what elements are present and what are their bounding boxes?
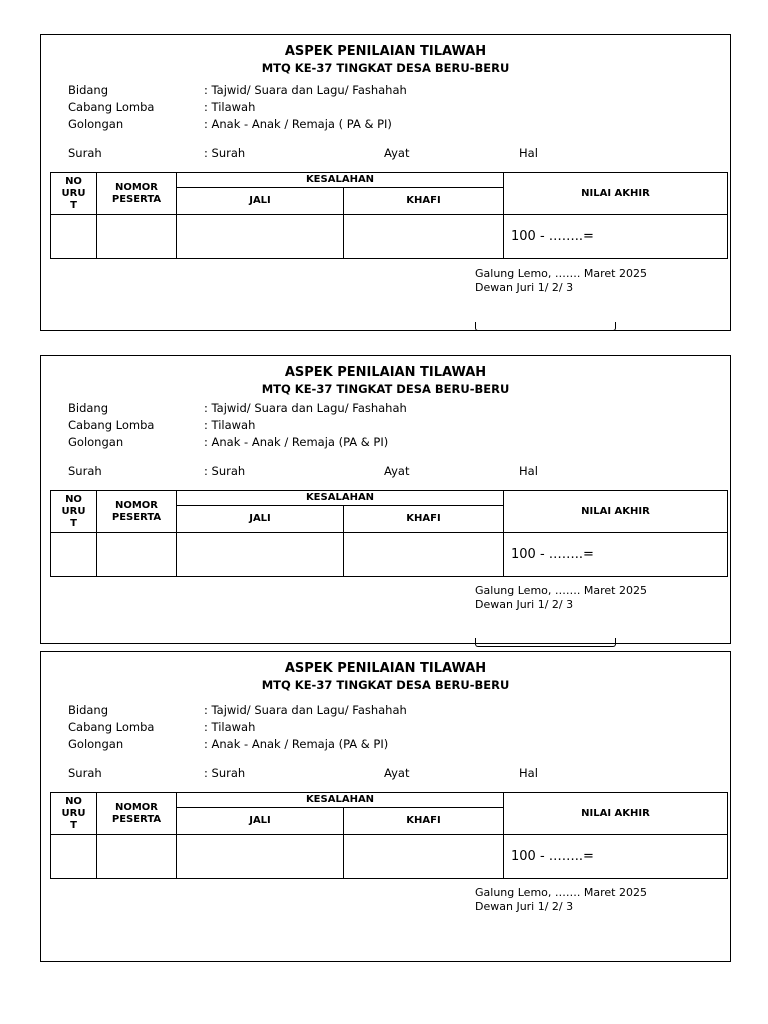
no-urut-cell[interactable]: [51, 835, 97, 879]
cabang-label: Cabang Lomba: [68, 418, 155, 432]
sheet-title: ASPEK PENILAIAN TILAWAH: [284, 661, 487, 676]
place-date: Galung Lemo, ……. Maret 2025: [475, 267, 647, 280]
kesalahan-header: KESALAHAN: [177, 173, 504, 188]
bidang-value: : Tajwid/ Suara dan Lagu/ Fashahah: [204, 703, 407, 717]
sheet-subtitle: MTQ KE-37 TINGKAT DESA BERU-BERU: [261, 678, 510, 692]
jali-cell[interactable]: [177, 835, 344, 879]
jali-header: JALI: [177, 808, 344, 835]
jali-cell[interactable]: [177, 533, 344, 577]
khafi-cell[interactable]: [344, 835, 504, 879]
dewan-juri: Dewan Juri 1/ 2/ 3: [475, 598, 574, 611]
score-table: [50, 172, 728, 259]
nilai-akhir-header: NILAI AKHIR: [504, 793, 728, 835]
place-date: Galung Lemo, ……. Maret 2025: [475, 584, 647, 597]
sheet-subtitle: MTQ KE-37 TINGKAT DESA BERU-BERU: [261, 382, 510, 396]
surah-label: Surah: [68, 146, 102, 160]
cabang-label: Cabang Lomba: [68, 100, 155, 114]
hal-label: Hal: [519, 766, 538, 780]
no-urut-cell[interactable]: [51, 533, 97, 577]
surah-value: : Surah: [204, 464, 246, 478]
place-date: Galung Lemo, ……. Maret 2025: [475, 886, 647, 899]
dewan-juri: Dewan Juri 1/ 2/ 3: [475, 900, 574, 913]
no-urut-cell[interactable]: [51, 215, 97, 259]
no-urut-header: NO URU T: [51, 793, 97, 835]
khafi-header: KHAFI: [344, 188, 504, 215]
sheet-subtitle: MTQ KE-37 TINGKAT DESA BERU-BERU: [261, 61, 510, 75]
dewan-juri: Dewan Juri 1/ 2/ 3: [475, 281, 574, 294]
surah-value: : Surah: [204, 146, 246, 160]
hal-label: Hal: [519, 464, 538, 478]
bidang-label: Bidang: [68, 401, 109, 415]
nomor-peserta-header: NOMOR PESERTA: [97, 491, 177, 533]
nilai-akhir-cell[interactable]: 100 - ……..=: [504, 835, 728, 879]
hal-label: Hal: [519, 146, 538, 160]
sheet-title: ASPEK PENILAIAN TILAWAH: [284, 44, 487, 59]
surah-value: : Surah: [204, 766, 246, 780]
kesalahan-header: KESALAHAN: [177, 491, 504, 506]
no-urut-header: NO URU T: [51, 173, 97, 215]
cabang-value: : Tilawah: [204, 418, 256, 432]
score-table: [50, 490, 728, 577]
score-table: [50, 792, 728, 879]
nomor-peserta-cell[interactable]: [97, 533, 177, 577]
golongan-value: : Anak - Anak / Remaja (PA & PI): [204, 737, 389, 751]
khafi-header: KHAFI: [344, 808, 504, 835]
ayat-label: Ayat: [384, 766, 410, 780]
score-sheet-2: [40, 355, 731, 644]
score-sheet-1: [40, 34, 731, 331]
bidang-label: Bidang: [68, 703, 109, 717]
golongan-label: Golongan: [68, 435, 124, 449]
bidang-value: : Tajwid/ Suara dan Lagu/ Fashahah: [204, 83, 407, 97]
nilai-akhir-cell[interactable]: 100 - ……..=: [504, 215, 728, 259]
surah-label: Surah: [68, 464, 102, 478]
bidang-label: Bidang: [68, 83, 109, 97]
nilai-akhir-cell[interactable]: 100 - ……..=: [504, 533, 728, 577]
ayat-label: Ayat: [384, 146, 410, 160]
cabang-label: Cabang Lomba: [68, 720, 155, 734]
cabang-value: : Tilawah: [204, 720, 256, 734]
nomor-peserta-cell[interactable]: [97, 215, 177, 259]
jali-header: JALI: [177, 188, 344, 215]
kesalahan-header: KESALAHAN: [177, 793, 504, 808]
jali-header: JALI: [177, 506, 344, 533]
signature-line: [475, 322, 616, 331]
golongan-value: : Anak - Anak / Remaja ( PA & PI): [204, 117, 392, 131]
khafi-cell[interactable]: [344, 215, 504, 259]
golongan-label: Golongan: [68, 737, 124, 751]
signature-line: [475, 638, 616, 647]
jali-cell[interactable]: [177, 215, 344, 259]
score-sheet-3: [40, 651, 731, 962]
surah-label: Surah: [68, 766, 102, 780]
nomor-peserta-header: NOMOR PESERTA: [97, 173, 177, 215]
sheet-title: ASPEK PENILAIAN TILAWAH: [284, 365, 487, 380]
ayat-label: Ayat: [384, 464, 410, 478]
nilai-akhir-header: NILAI AKHIR: [504, 491, 728, 533]
nomor-peserta-header: NOMOR PESERTA: [97, 793, 177, 835]
nomor-peserta-cell[interactable]: [97, 835, 177, 879]
khafi-cell[interactable]: [344, 533, 504, 577]
bidang-value: : Tajwid/ Suara dan Lagu/ Fashahah: [204, 401, 407, 415]
no-urut-header: NO URU T: [51, 491, 97, 533]
khafi-header: KHAFI: [344, 506, 504, 533]
cabang-value: : Tilawah: [204, 100, 256, 114]
golongan-label: Golongan: [68, 117, 124, 131]
golongan-value: : Anak - Anak / Remaja (PA & PI): [204, 435, 389, 449]
nilai-akhir-header: NILAI AKHIR: [504, 173, 728, 215]
